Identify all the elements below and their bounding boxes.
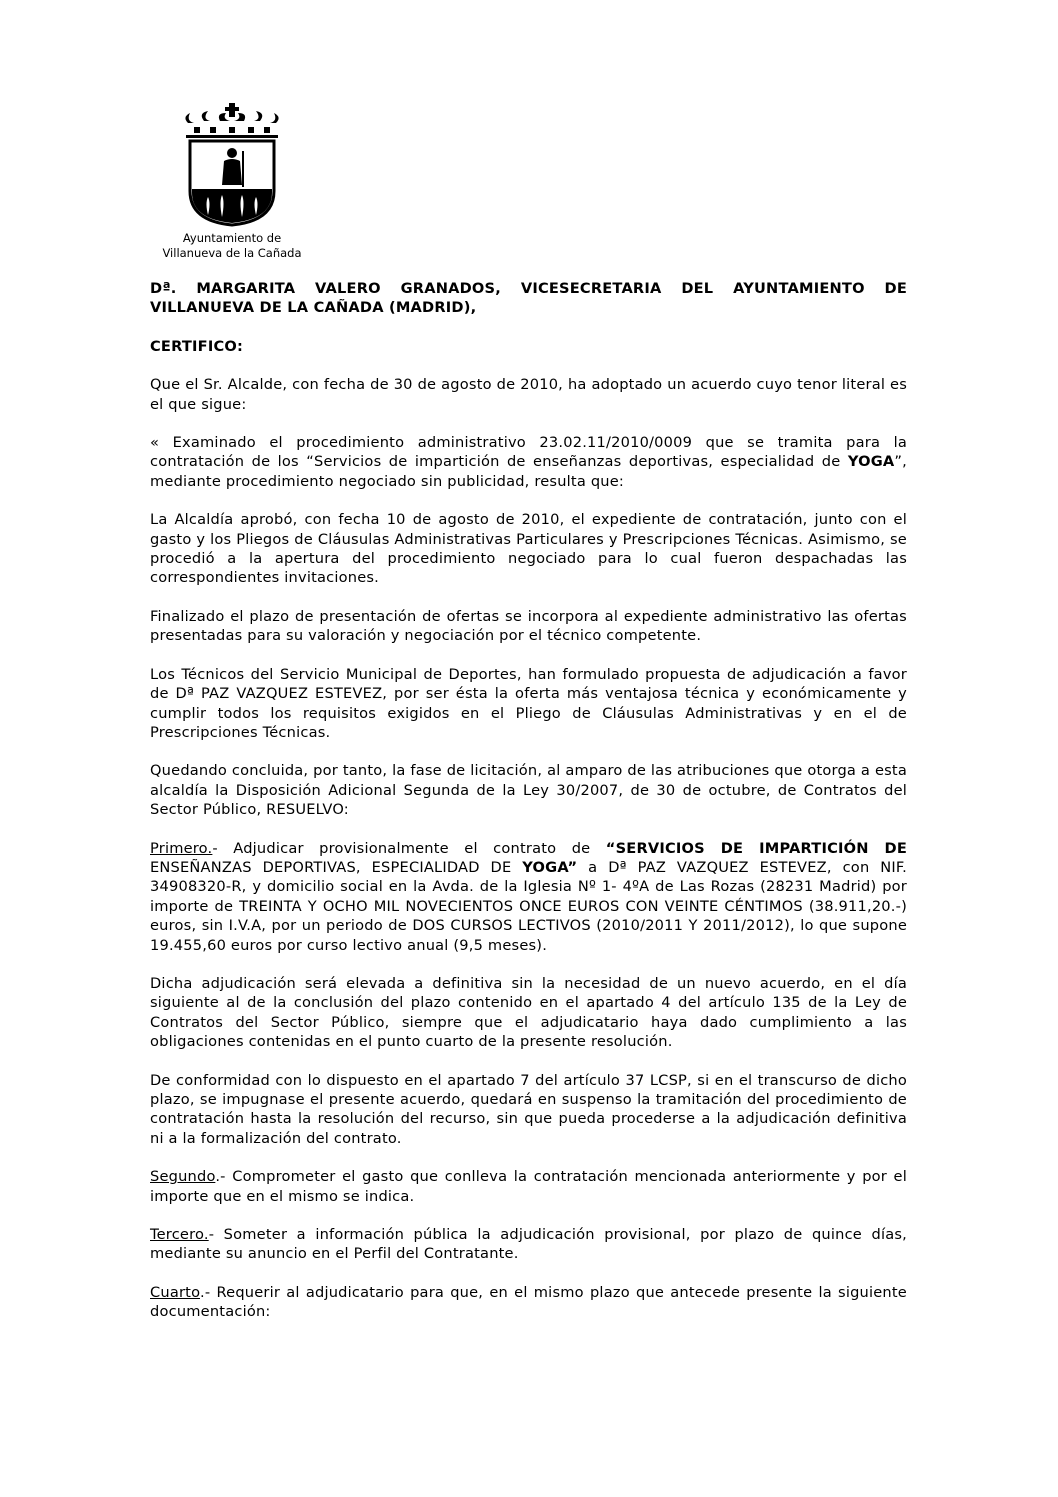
paragraph-8: Dicha adjudicación será elevada a definitiva sin la necesidad de un nuevo acuerdo, en el día siguiente al de la conclusión del plazo contenido en el apartado 4 del artículo 135 de la Ley de Contratos del Sector Público, siempre que el adjudicatario haya dado cumplimiento a las obligaciones contenidas en el punto cuarto de la presente resolución. [150,974,907,1051]
document-body [150,279,907,1341]
tercero-text: - Someter a información pública la adjudicación provisional, por plazo de quince días, mediante su anuncio en el Perfil del Contratante. [150,1226,907,1263]
paragraph-6: Quedando concluida, por tanto, la fase de licitación, al amparo de las atribuciones que otorga a esta alcaldía la Disposición Adicional Segunda de la Ley 30/2007, de 30 de octubre, de Contratos del Sector Público, RESUELVO: [150,762,907,819]
paragraph-2-text-end: ”, mediante procedimiento negociado sin publicidad, resulta que: [150,453,907,490]
cuarto-label: Cuarto [150,1283,200,1301]
logo-line-2: Villanueva de la Cañada [162,246,302,260]
paragraph-primero [150,839,907,955]
primero-text: - Adjudicar provisionalmente el contrato de [212,839,606,857]
paragraph-4: Finalizado el plazo de presentación de ofertas se incorpora al expediente administrativo las ofertas presentadas para su valoración y negociación por el técnico competente. [150,607,907,645]
paragraph-2 [150,433,907,491]
primero-bold-1: “SERVICIOS DE IMPARTICIÓN DE [605,839,907,857]
segundo-label: Segundo [150,1168,216,1186]
tercero-label: Tercero. [150,1226,209,1244]
paragraph-tercero [150,1225,907,1264]
primero-label: Primero. [150,839,213,857]
coat-of-arms-icon [180,103,284,227]
heading: Dª. MARGARITA VALERO GRANADOS, VICESECRETARIA DEL AYUNTAMIENTO DE VILLANUEVA DE LA CAÑADA (MADRID), [150,280,907,317]
certifico-title: CERTIFICO: [150,337,243,355]
paragraph-2-text: « Examinado el procedimiento administrativo 23.02.11/2010/0009 que se tramita para la contratación de los “Servicios de impartición de enseñanzas deportivas, especialidad de [150,434,907,471]
primero-text-3: a Dª PAZ VAZQUEZ ESTEVEZ, con NIF. 34908320-R, y domicilio social en la Avda. de la Iglesia Nº 1- 4ºA de Las Rozas (28231 Madrid) por importe de TREINTA Y OCHO MIL NOVECIENTOS ONCE EUROS CON VEINTE CÉNTIMOS (38.911,20.-) euros, sin I.V.A, por un periodo de DOS CURSOS LECTIVOS (2010/2011 Y 2011/2012), lo que supone 19.455,60 euros por curso lectivo anual (9,5 meses). [150,858,907,954]
logo-line-1: Ayuntamiento de [182,231,282,245]
segundo-text: .- Comprometer el gasto que conlleva la contratación mencionada anteriormente y por el importe que en el mismo se indica. [150,1168,907,1205]
cuarto-text: .- Requerir al adjudicatario para que, en el mismo plazo que antecede presente la siguiente documentación: [150,1283,907,1321]
primero-text-2: ENSEÑANZAS DEPORTIVAS, ESPECIALIDAD DE [150,858,523,876]
paragraph-cuarto [150,1283,907,1322]
municipal-logo [162,103,302,265]
paragraph-3: La Alcaldía aprobó, con fecha 10 de agosto de 2010, el expediente de contratación, junto con el gasto y los Pliegos de Cláusulas Administrativas Particulares y Prescripciones Técnicas. Asimismo, se procedió a la apertura del procedimiento negociado para lo cual fueron despachadas las correspondientes invitaciones. [150,511,907,587]
paragraph-9: De conformidad con lo dispuesto en el apartado 7 del artículo 37 LCSP, si en el transcurso de dicho plazo, se impugnase el presente acuerdo, quedará en suspenso la tramitación del procedimiento de contratación hasta la resolución del recurso, sin que pueda procederse a la adjudicación definitiva ni a la formalización del contrato. [150,1071,907,1147]
paragraph-2-bold: YOGA [847,453,895,471]
paragraph-segundo [150,1167,907,1206]
primero-bold-2: YOGA” [522,858,578,876]
paragraph-5: Los Técnicos del Servicio Municipal de Deportes, han formulado propuesta de adjudicación a favor de Dª PAZ VAZQUEZ ESTEVEZ, por ser ésta la oferta más ventajosa técnica y económicamente y cumplir todos los requisitos exigidos en el Pliego de Cláusulas Administrativas y en el de Prescripciones Técnicas. [150,665,907,741]
paragraph-1: Que el Sr. Alcalde, con fecha de 30 de agosto de 2010, ha adoptado un acuerdo cuyo tenor literal es el que sigue: [150,376,907,413]
